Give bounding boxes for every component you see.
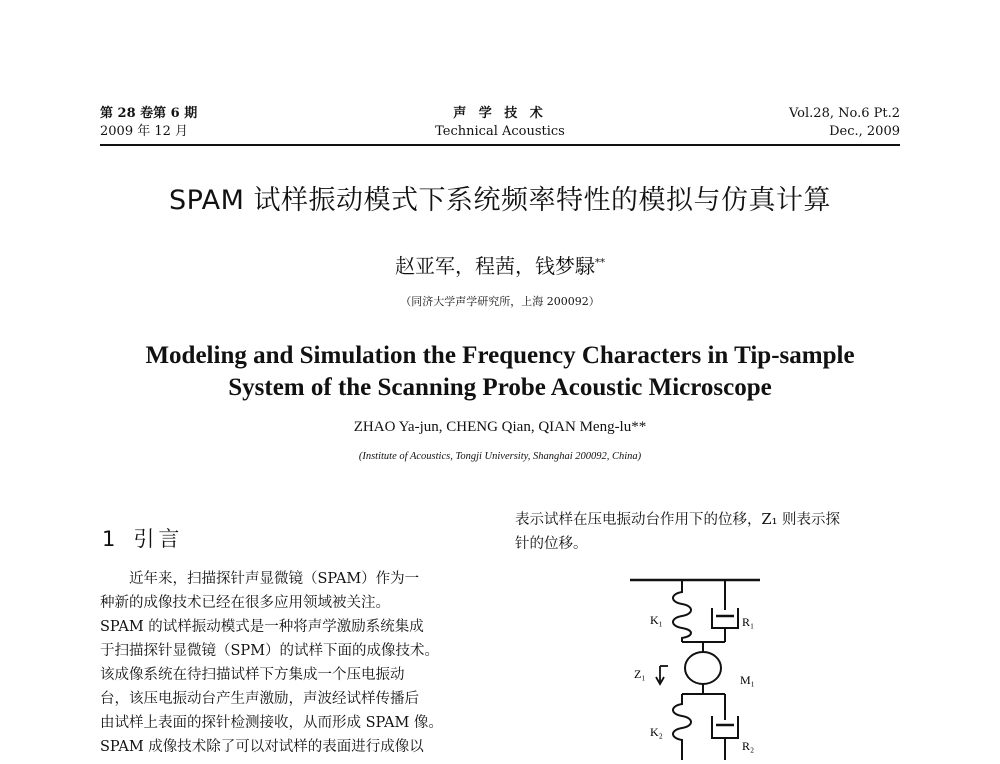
damper-r1-cup [712, 608, 738, 628]
text-line: 表示试样在压电振动台作用下的位移，Z₁ 则表示探 [515, 512, 840, 528]
authors-cn [100, 250, 900, 279]
authors-en: ZHAO Ya-jun, CHENG Qian, QIAN Meng-lu** [353, 419, 647, 435]
label-r1: R₁ [742, 615, 755, 629]
right-column-text [515, 508, 900, 556]
journal-name-cn: 声 学 技 术 [453, 106, 547, 121]
text-line: 近年来，扫描探针声显微镜（SPAM）作为一 [129, 571, 420, 587]
section-heading [102, 523, 197, 553]
paper-title-en [100, 340, 900, 404]
text-line: 于扫描探针显微镜（SPM）的试样下面的成像技术。 [100, 643, 440, 659]
spring-damper-figure [630, 570, 800, 760]
spring-damper-diagram [630, 570, 800, 760]
paper-title-en-line2: System of the Scanning Probe Acoustic Microscope [228, 374, 772, 401]
label-m1: M₁ [740, 673, 755, 687]
journal-name [380, 105, 620, 141]
journal-name-en: Technical Acoustics [435, 124, 565, 139]
text-line: 由试样上表面的探针检测接收，从而形成 SPAM 像。 [100, 715, 443, 731]
journal-volume-en [789, 105, 900, 141]
volume-issue: 第 28 卷第 6 期 [100, 106, 198, 121]
section-title: 引言 [133, 527, 184, 551]
label-k2: K₂ [650, 725, 663, 739]
text-line: SPAM 成像技术除了可以对试样的表面进行成像以 [100, 739, 424, 755]
paper-title-en-line1: Modeling and Simulation the Frequency Characters in Tip-sample [145, 342, 855, 369]
issue-date-en: Dec., 2009 [829, 124, 900, 139]
spring-k1 [673, 580, 691, 642]
section-number: 1 [102, 527, 120, 551]
text-line: 种新的成像技术已经在很多应用领域被关注。 [100, 595, 390, 611]
label-z1: Z₁ [634, 667, 646, 681]
label-r2: R₂ [742, 739, 755, 753]
label-k1: K₁ [650, 613, 663, 627]
text-line: 台，该压电振动台产生声激励，声波经试样传播后 [100, 691, 419, 707]
text-line: 针的位移。 [515, 536, 588, 552]
issue-date-cn: 2009 年 12 月 [100, 124, 189, 139]
header-rule [100, 144, 900, 146]
authors-cn-names: 赵亚军，程茜，钱梦騄 [395, 254, 595, 278]
affiliation-cn: （同济大学声学研究所，上海 200092） [400, 295, 600, 308]
affiliation-en: (Institute of Acoustics, Tongji University, Shanghai 200092, China) [358, 451, 642, 462]
corresponding-mark: ** [595, 257, 605, 269]
spring-k2 [673, 694, 691, 760]
paper-title-cn: SPAM 试样振动模式下系统频率特性的模拟与仿真计算 [168, 185, 832, 216]
journal-volume [100, 105, 197, 141]
text-line: SPAM 的试样振动模式是一种将声学激励系统集成 [100, 619, 424, 635]
left-column-text [100, 567, 482, 759]
volume-issue-en: Vol.28, No.6 Pt.2 [788, 106, 900, 121]
mass-m1 [685, 652, 721, 684]
text-line: 该成像系统在待扫描试样下方集成一个压电振动 [100, 667, 405, 683]
